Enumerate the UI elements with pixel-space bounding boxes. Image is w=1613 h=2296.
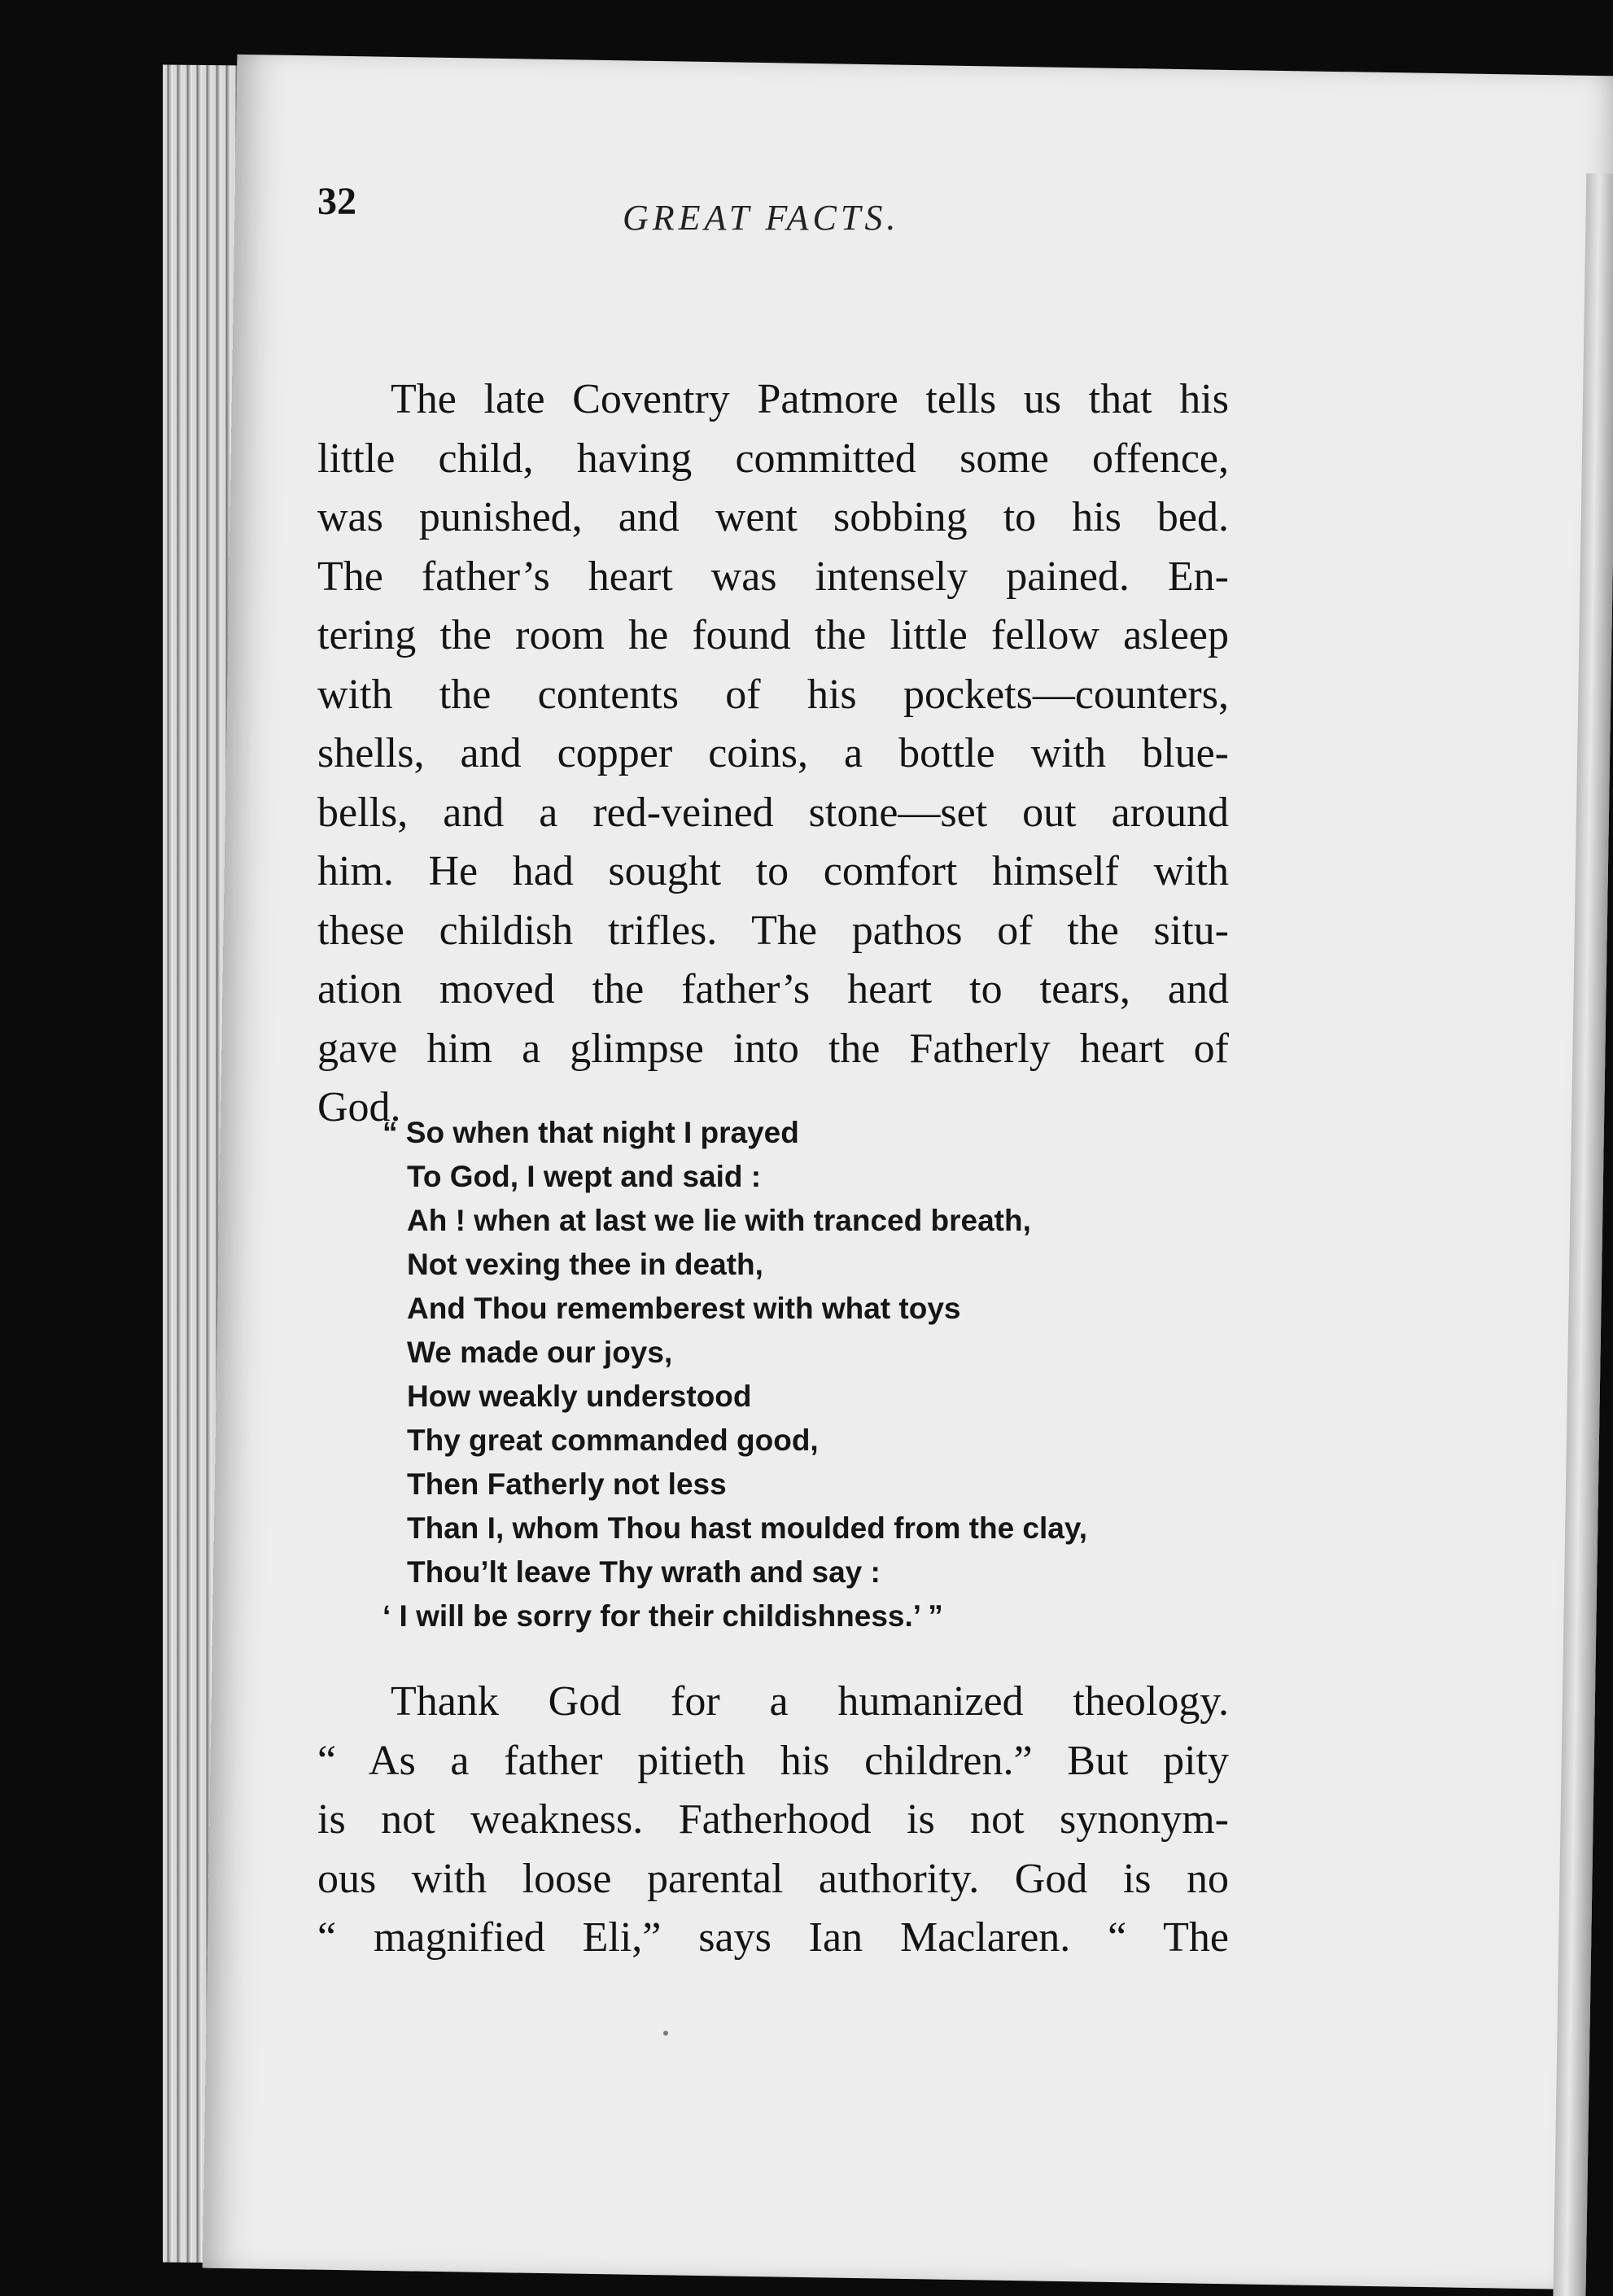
page-header xyxy=(317,179,1213,244)
text-line: ous with loose parental authority. God is no xyxy=(317,1855,1229,1902)
text-line: these childish trifles. The pathos of the situ- xyxy=(317,907,1229,954)
text-line: bells, and a red-veined stone—set out around xyxy=(317,789,1229,836)
text-line: with the contents of his pockets—counters, xyxy=(317,671,1229,718)
poem-line: ‘ I will be sorry for their childishness.’ ” xyxy=(382,1599,943,1633)
running-head: GREAT FACTS. xyxy=(623,198,900,238)
paragraph-1 xyxy=(317,370,1229,1138)
paragraph-2 xyxy=(317,1673,1229,1968)
poem-line: Thou’lt leave Thy wrath and say : xyxy=(407,1555,881,1589)
poem-line: Not vexing thee in death, xyxy=(407,1248,763,1281)
poem-line: How weakly understood xyxy=(407,1380,752,1413)
poem-line: Thy great commanded good, xyxy=(407,1424,819,1457)
poem-line: Ah ! when at last we lie with tranced breath, xyxy=(407,1204,1031,1237)
text-line: little child, having committed some offence, xyxy=(317,435,1229,482)
text-line: was punished, and went sobbing to his bed. xyxy=(317,494,1229,540)
quoted-poem xyxy=(382,1111,1278,1638)
text-line: ation moved the father’s heart to tears, and xyxy=(317,966,1229,1012)
poem-line: “ So when that night I prayed xyxy=(382,1116,799,1149)
text-line: him. He had sought to comfort himself with xyxy=(317,848,1229,894)
text-line: Thank God for a humanized theology. xyxy=(391,1678,1229,1725)
text-line: gave him a glimpse into the Fatherly heart of xyxy=(317,1025,1229,1072)
poem-line: To God, I wept and said : xyxy=(407,1160,762,1193)
poem-line: We made our joys, xyxy=(407,1336,673,1369)
text-line: shells, and copper coins, a bottle with blue- xyxy=(317,730,1229,776)
speck xyxy=(663,2031,668,2036)
text-line: The father’s heart was intensely pained. En- xyxy=(317,553,1229,600)
text-line: God. xyxy=(317,1084,401,1131)
text-line: “ magnified Eli,” says Ian Maclaren. “ The xyxy=(317,1914,1229,1961)
poem-line: Than I, whom Thou hast moulded from the clay, xyxy=(407,1511,1087,1545)
text-line: tering the room he found the little fellow asleep xyxy=(317,612,1229,658)
text-line: is not weakness. Fatherhood is not synonym- xyxy=(317,1796,1229,1843)
text-line: The late Coventry Patmore tells us that his xyxy=(391,376,1229,422)
text-line: “ As a father pitieth his children.” But pity xyxy=(317,1737,1229,1784)
poem-line: And Thou rememberest with what toys xyxy=(407,1292,961,1325)
poem-line: Then Fatherly not less xyxy=(407,1467,727,1501)
page-number: 32 xyxy=(317,180,356,223)
page-right-edge xyxy=(1553,173,1613,2296)
